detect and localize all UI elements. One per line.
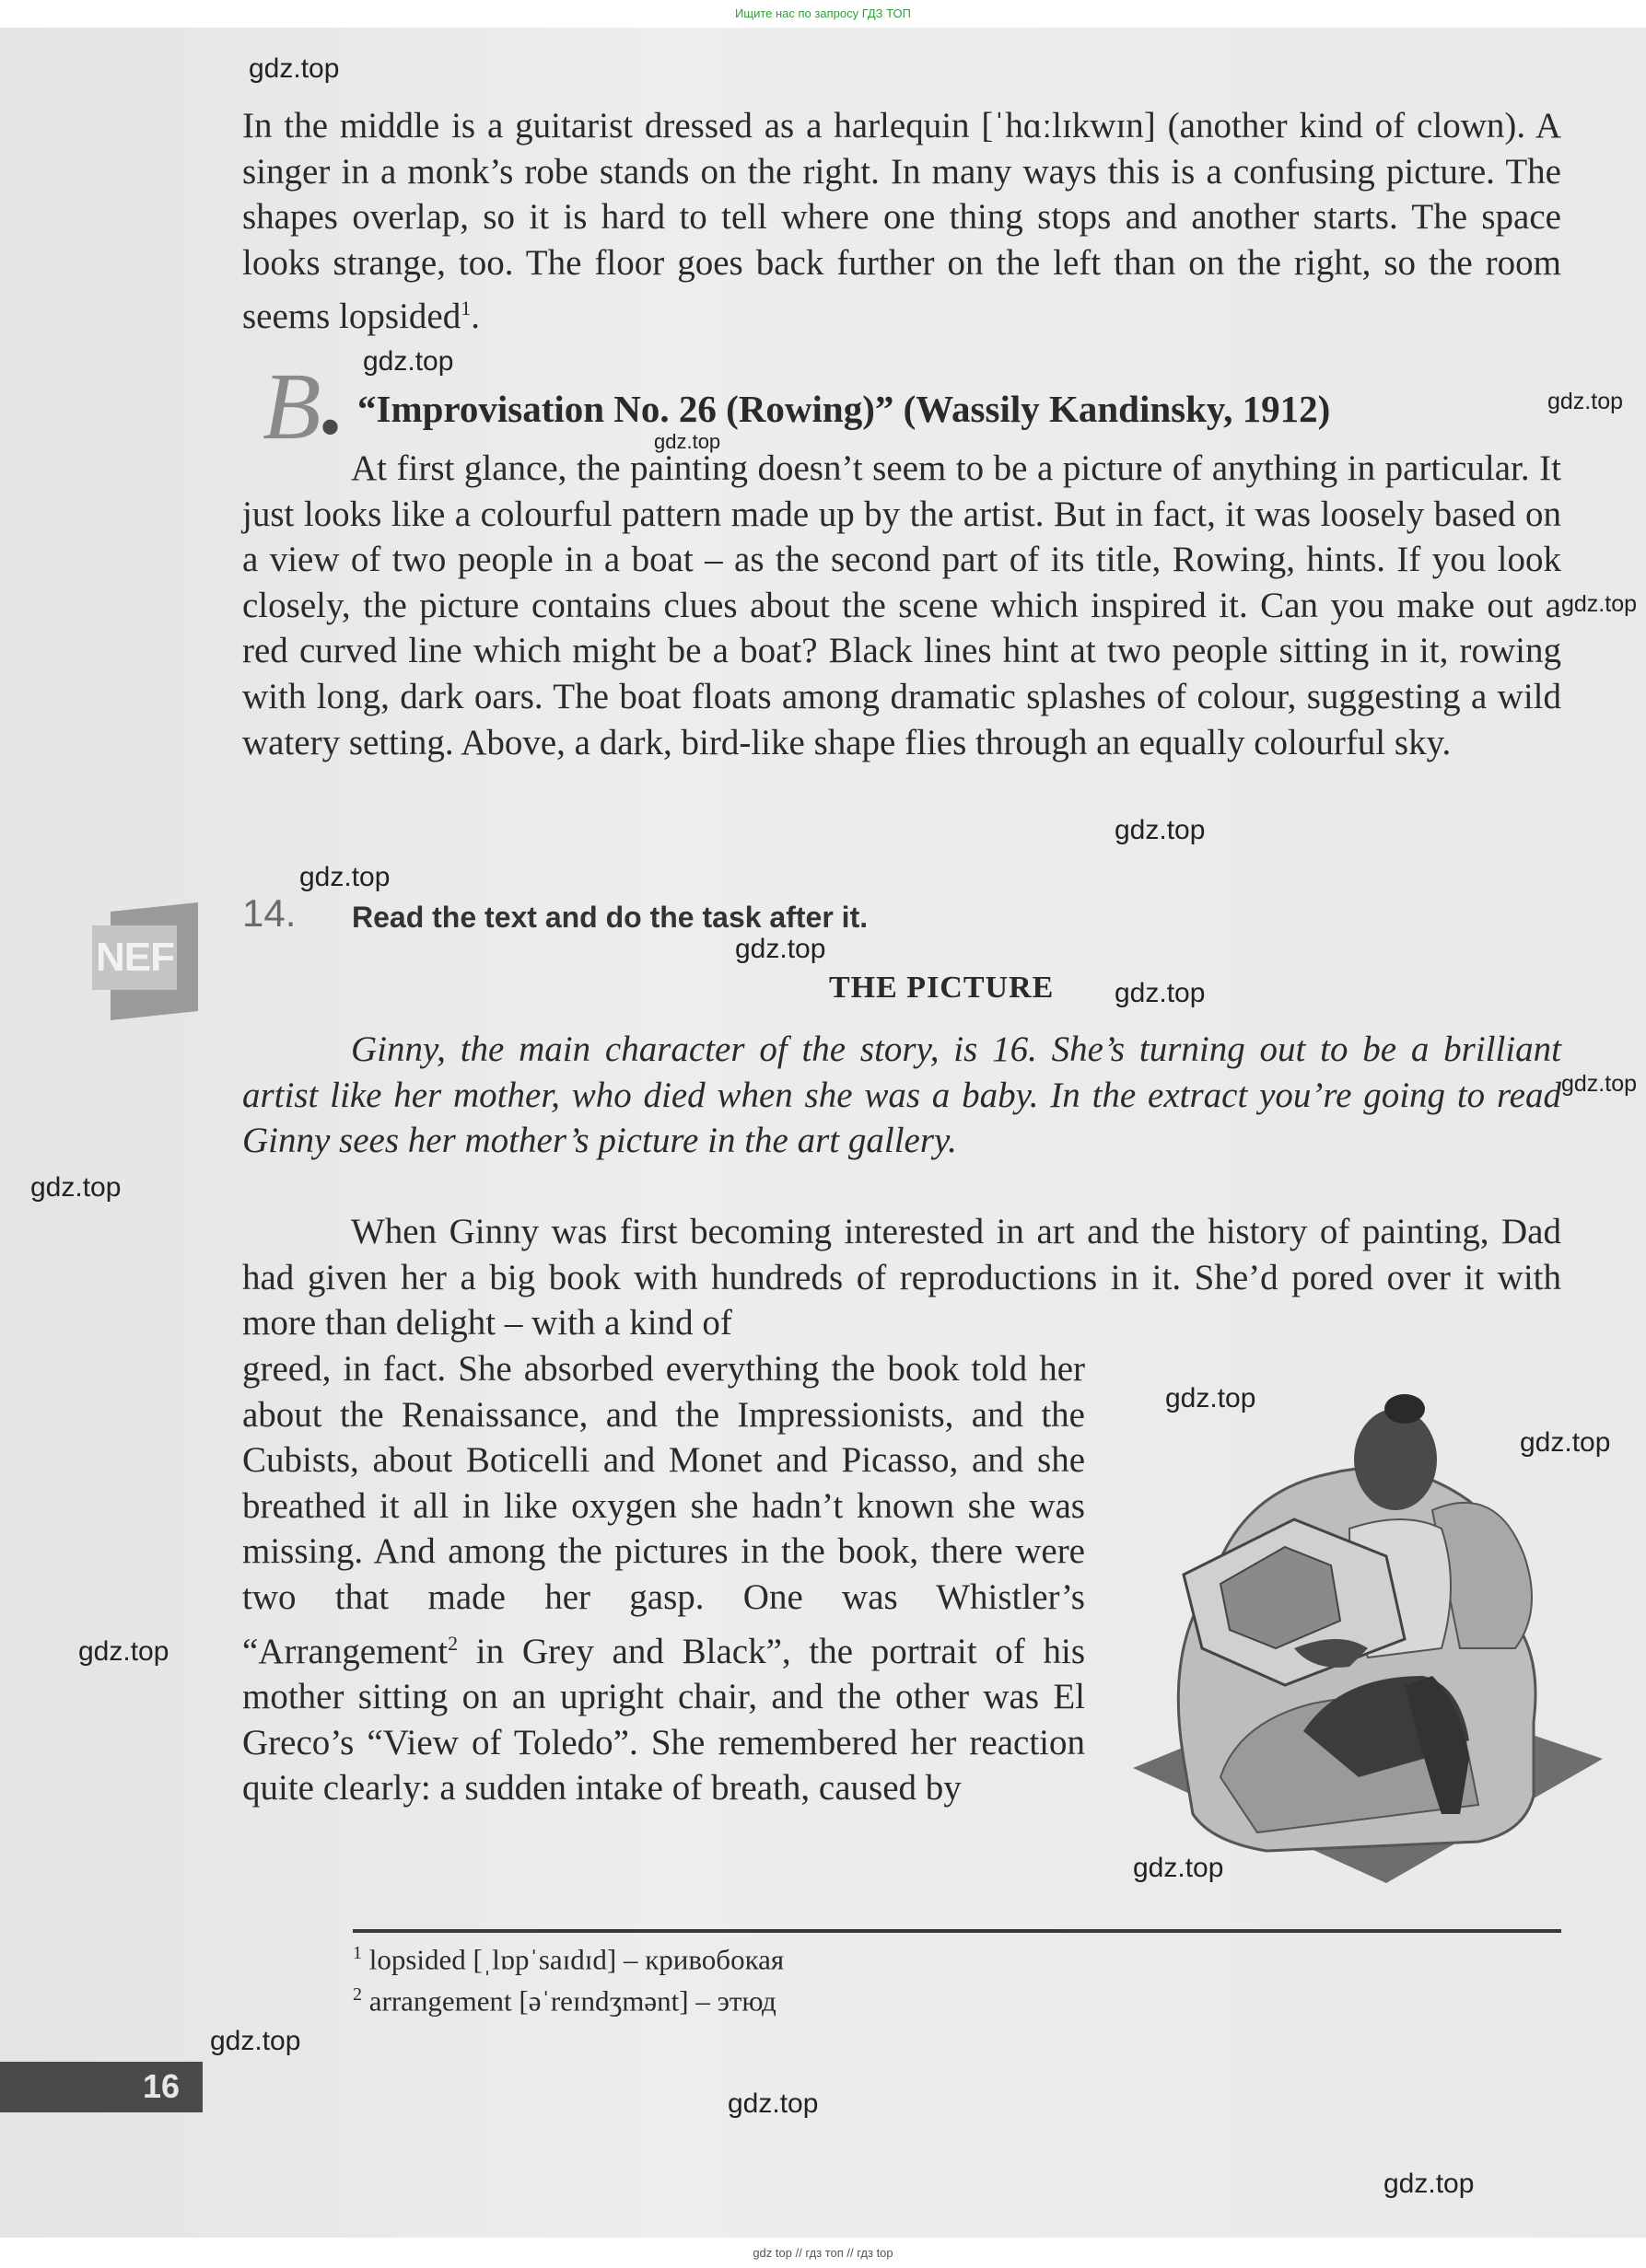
watermark: gdz.top: [1165, 1383, 1256, 1413]
task-number: 14.: [242, 891, 297, 935]
watermark: gdz.top: [299, 862, 391, 892]
story-intro: Ginny, the main character of the story, is 16. She’s turning out to be a brilliant artist like her mother, who died when she was a baby. In the extract you’re going to read Ginny sees her mother’s picture in the art gallery.: [242, 1029, 1561, 1161]
watermark: gdz.top: [249, 53, 340, 84]
watermark: gdz.top: [1115, 815, 1206, 845]
section-a-text: In the middle is a guitarist dressed as a harlequin [ˈhɑːlɪkwɪn] (another kind of clown). A singer in a monk’s robe stands on the right. In many ways this is a confusing picture. The shapes overlap, so it is hard to tell where one thing stops and another starts. The space looks strange, too. The floor goes back further on the left than on the right, so the room seems lopsided$^1$.: [242, 106, 1561, 337]
story-title: THE PICTURE: [829, 971, 1055, 1005]
watermark: gdz.top: [30, 1172, 122, 1203]
footnote-ref-2: 2: [448, 1631, 459, 1655]
section-b-text: At first glance, the painting doesn’t seem to be a picture of anything in particular. It just looks like a colourful pattern made up by the artist. But in fact, it was loosely based on a view of two people in a boat – as the second part of its title, Rowing, hints. If you look closely, the picture contains clues about the scene which inspired it. Can you make out a red curved line which might be a boat? Black lines hint at two people sitting in it, rowing with long, dark oars. The boat floats among dramatic splashes of colour, suggesting a wild watery setting. Above, a dark, bird-like shape flies through an equally colourful sky.: [242, 448, 1561, 762]
watermark: gdz.top: [1561, 1071, 1638, 1097]
footnote-divider: [353, 1929, 1561, 1933]
story-paragraph-full: When Ginny was first becoming interested in art and the history of painting, Dad had given her a big book with hundreds of reproductions in it. She’d pored over it with more than delight – with a kind of: [242, 1212, 1561, 1343]
watermark: gdz.top: [1115, 978, 1206, 1008]
watermark: gdz.top: [78, 1636, 169, 1667]
section-b-title: “Improvisation No. 26 (Rowing)” (Wassily Kandinsky, 1912): [357, 388, 1331, 430]
page-number: 16: [142, 2067, 180, 2105]
watermark: gdz.top: [210, 2026, 301, 2056]
section-b-dot: •: [321, 397, 341, 458]
watermark: gdz.top: [654, 430, 721, 453]
hair-bun: [1384, 1394, 1425, 1424]
bottom-banner[interactable]: gdz top // гдз топ // гдз top: [0, 2238, 1646, 2268]
watermark: gdz.top: [1561, 591, 1638, 617]
footnote-1: $^1$ lopsided [ˌlɒpˈsaɪdɪd] – кривобокая: [353, 1943, 785, 1976]
nef-label: NEF: [96, 935, 174, 980]
watermark: gdz.top: [728, 2088, 819, 2119]
story-paragraph-column: greed, in fact. She absorbed everything the book told her about the Renaissance, and the Impressionists, and the Cubists, about Boticelli and Monet and Picasso, and she breathed it all in like oxygen she hadn’t known she was missing. And among the pictures in the book, there were two that made her gasp. One was Whistler’s “Arrangement$^2$ in Grey and Black”, the portrait of his mother sitting on an upright chair, and the other was El Greco’s “View of Toledo”. She remembered her reaction quite clearly: a sudden intake of breath, caused by: [242, 1349, 1085, 1809]
footnote-ref-1: 1: [461, 297, 472, 320]
footnote-2: $^2$ arrangement [əˈreɪndʒmənt] – этюд: [353, 1984, 776, 2018]
task-instruction: Read the text and do the task after it.: [352, 901, 869, 934]
watermark: gdz.top: [1520, 1427, 1611, 1458]
watermark: gdz.top: [735, 934, 826, 964]
watermark: gdz.top: [1133, 1853, 1224, 1883]
watermark: gdz.top: [1383, 2169, 1475, 2199]
watermark: gdz.top: [363, 346, 454, 377]
head: [1354, 1409, 1437, 1510]
top-banner[interactable]: Ищите нас по запросу ГДЗ ТОП: [0, 0, 1646, 28]
page-number-tab: [0, 2062, 203, 2112]
section-b-letter: B: [263, 354, 321, 459]
nef-badge: [92, 907, 198, 1016]
watermark: gdz.top: [1547, 389, 1624, 414]
